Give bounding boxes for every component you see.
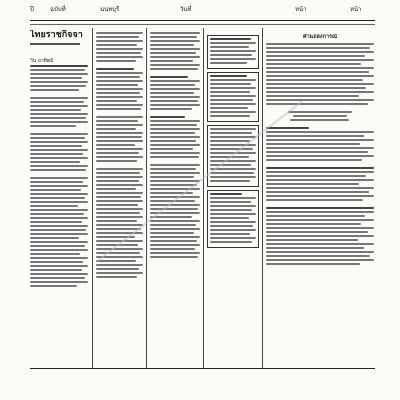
page-header (30, 6, 375, 18)
column-divider (203, 28, 204, 368)
right-column-heading: คำแถลงการณ์ (302, 34, 338, 40)
column-2 (96, 32, 143, 367)
column-5 (266, 32, 374, 367)
column-divider (262, 28, 263, 368)
header-rule (30, 20, 375, 21)
notice-box (207, 190, 259, 248)
column-4 (207, 32, 259, 367)
footer-rule (30, 368, 375, 369)
header-page-right: หน้า (350, 6, 362, 13)
masthead-title: ไทยราชกิจจา (30, 30, 83, 40)
header-date: วันที่ (180, 6, 192, 13)
column-divider (146, 28, 147, 368)
header-page-left: หน้า (295, 6, 307, 13)
column-1 (30, 58, 88, 368)
notice-box (207, 72, 259, 122)
notice-box (207, 35, 259, 69)
header-issue: ฉบับที่ (50, 6, 66, 13)
header-year: ปี (30, 6, 34, 13)
masthead-byline: วัน อาทิตย์ (30, 58, 54, 64)
masthead (30, 30, 86, 52)
header-rule-2 (30, 24, 375, 25)
column-divider (92, 28, 93, 368)
header-location: นนทบุรี (100, 6, 120, 13)
